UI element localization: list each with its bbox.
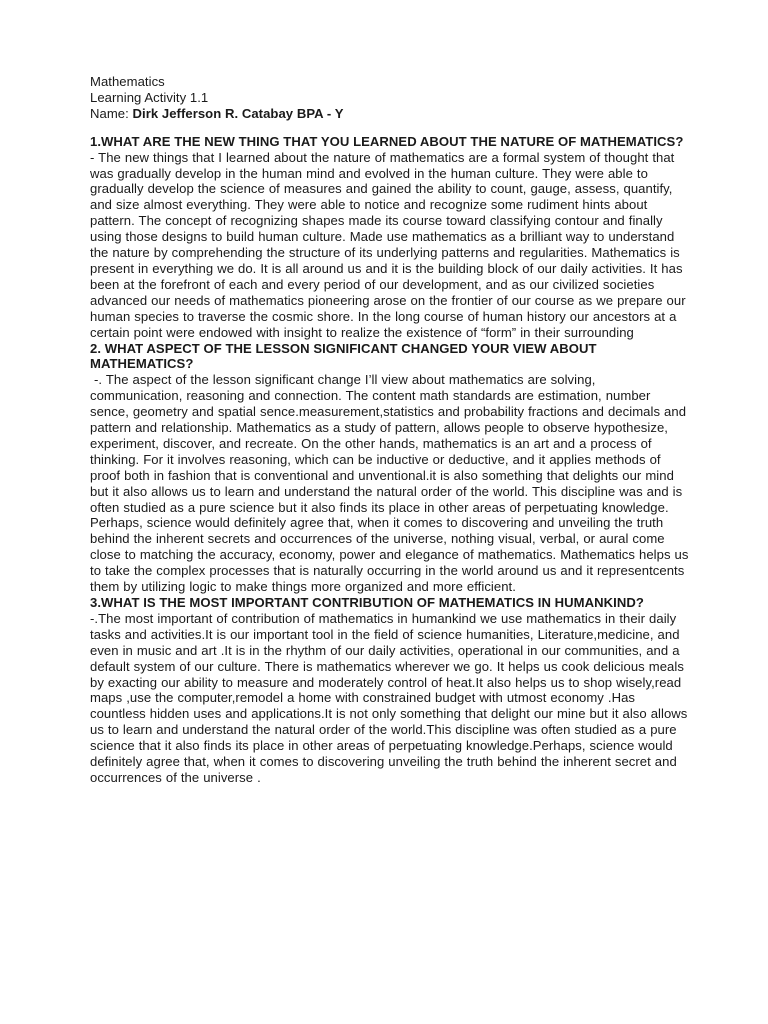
activity-title: Learning Activity 1.1 bbox=[90, 89, 209, 105]
document-page bbox=[90, 74, 693, 786]
name-label: Name: bbox=[90, 105, 133, 121]
question-2: 2. WHAT ASPECT OF THE LESSON SIGNIFICANT CHANGED YOUR VIEW ABOUT MATHEMATICS? bbox=[90, 340, 597, 372]
answer-3 bbox=[90, 611, 690, 786]
answer-1 bbox=[90, 150, 690, 341]
student-name-line bbox=[90, 106, 690, 122]
answer-2 bbox=[90, 372, 693, 595]
question-1: 1.WHAT ARE THE NEW THING THAT YOU LEARNED ABOUT THE NATURE OF MATHEMATICS? bbox=[90, 133, 684, 149]
answer-1-text: - The new things that I learned about the nature of mathematics are a formal system of thought that was gradually develop in the human mind and evolved in the human culture. They were able to gradually develop the science of measures and gained the ability to count, gauge, assess, quantify, and size almost everything. They were able to notice and recognize some rudiment hints about pattern. The concept of recognizing shapes made its course toward classifying contour and finally using those designs to build human culture. Made use mathematics as a brilliant way to understand the nature by comprehending the structure of its underlying patterns and regularities. Mathematics is present in everything we do. It is all around us and it is the building block of our daily activities. It has been at the forefront of each and every period of our development, and as our civilized societies advanced our needs of mathematics pioneering arose on the frontier of our course as we prepare our human species to traverse the cosmic shore. In the long course of human history our ancestors at a certain point were endowed with insight to realize the existence of “form” in their surrounding bbox=[90, 149, 686, 340]
student-name: Dirk Jefferson R. Catabay BPA - Y bbox=[132, 105, 344, 121]
question-3: 3.WHAT IS THE MOST IMPORTANT CONTRIBUTION OF MATHEMATICS IN HUMANKIND? bbox=[90, 595, 644, 610]
subject-title: Mathematics bbox=[90, 74, 165, 89]
document-header bbox=[90, 74, 690, 122]
answer-3-text: -.The most important of contribution of mathematics in humankind we use mathematics in their daily tasks and activities.It is our important tool in the field of science humanities, Literature,medicine, and even in music and art .It is in the rhythm of our daily activities, operational in our communities, and a default system of our culture. There is mathematics wherever we go. It helps us cook delicious meals by exacting our ability to measure and moderately control of heat.It also helps us to shop wisely,read maps ,use the computer,remodel a home with constrained budget with utmost economy .Has countless hidden uses and applications.It is not only something that delight our mine but it also allows us to learn and understand the natural order of the world.This discipline was often studied as a pure science that it also finds its place in other areas of perpetuating knowledge.Perhaps, science would definitely agree that, when it comes to discovering unveiling the truth behind the inherent secret and occurrences of the universe . bbox=[90, 610, 688, 785]
answer-2-text: -. The aspect of the lesson significant change I’ll view about mathematics are solving, communication, reasoning and connection. The content math standards are estimation, number sence, geometry and spatial sence.measurement,statistics and probability fractions and decimals and pattern and relationship. Mathematics as a study of pattern, allows people to observe hypothesize, experiment, discover, and recreate. On the other hands, mathematics is an art and a process of thinking. For it involves reasoning, which can be inductive or deductive, and it applies methods of proof both in fashion that is conventional and unventional.it is also something that delights our mind but it also allows us to learn and understand the natural order of the world. This discipline was and is often studied as a pure science but it also finds its place in other areas of perpetuating knowledge. Perhaps, science would definitely agree that, when it comes to discovering and unveiling the truth behind the inherent secrets and occurrences of the universe, nothing visual, verbal, or aural come close to matching the accuracy, economy, power and elegance of mathematics. Mathematics helps us to take the complex processes that is naturally occurring in the world around us and it representcents them by utilizing logic to make things more organized and more efficient. bbox=[90, 372, 693, 595]
